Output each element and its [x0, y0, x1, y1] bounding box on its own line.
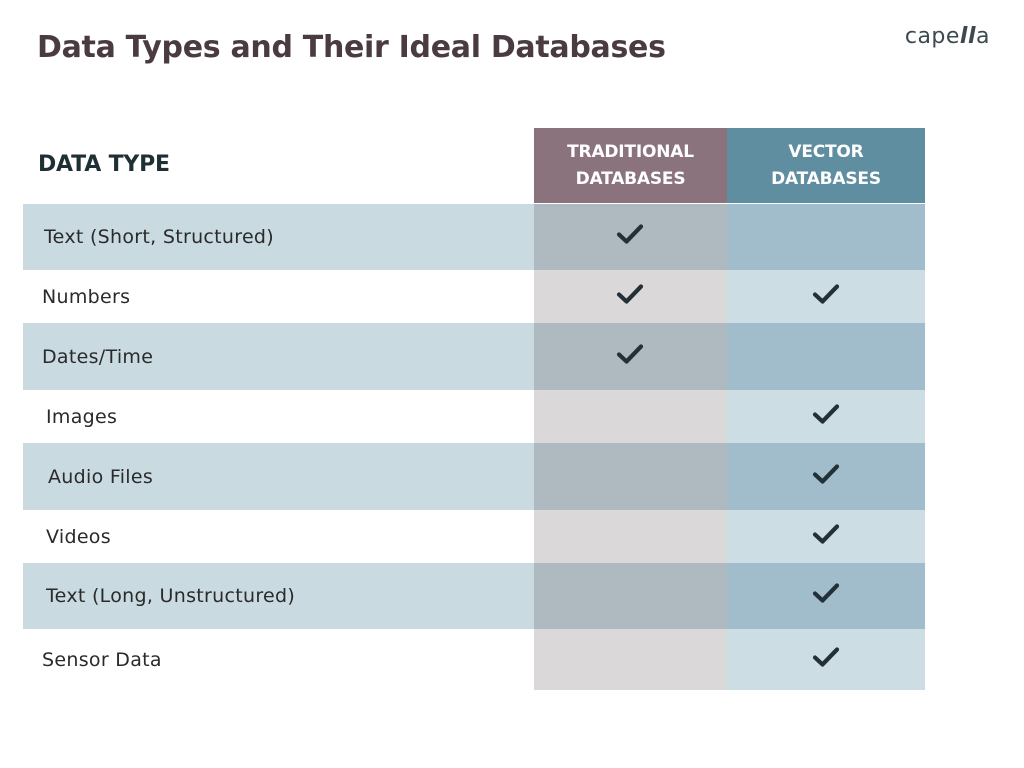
- data-type-label: Text (Long, Unstructured): [46, 585, 296, 607]
- table-row: [0, 323, 1024, 390]
- check-icon: [812, 523, 840, 545]
- check-icon: [812, 283, 840, 305]
- traditional-header-line1: TRADITIONAL: [567, 141, 694, 162]
- table-row: [0, 390, 1024, 443]
- traditional-cell: [534, 510, 727, 563]
- page-title: Data Types and Their Ideal Databases: [37, 30, 666, 65]
- check-icon: [812, 403, 840, 425]
- logo-prefix: cape: [904, 24, 960, 49]
- vector-header-line1: VECTOR: [788, 141, 864, 162]
- data-type-label: Text (Short, Structured): [44, 226, 275, 248]
- traditional-header-line2: DATABASES: [575, 168, 686, 189]
- data-type-label: Audio Files: [48, 465, 154, 488]
- table-row: [0, 629, 1024, 690]
- check-icon: [616, 223, 644, 245]
- data-type-label: Sensor Data: [42, 648, 162, 671]
- table-row: [0, 443, 1024, 510]
- table-row: [0, 563, 1024, 629]
- traditional-databases-header: [534, 128, 727, 203]
- vector-cell: [727, 204, 925, 270]
- vector-header-line2: DATABASES: [771, 168, 881, 189]
- traditional-cell: [534, 563, 727, 629]
- check-icon: [812, 463, 840, 485]
- vector-cell: [727, 323, 925, 390]
- logo-emphasis: ll: [959, 24, 977, 49]
- traditional-cell: [534, 390, 727, 443]
- table-row: [0, 270, 1024, 323]
- check-icon: [812, 646, 840, 668]
- traditional-cell: [534, 443, 727, 510]
- check-icon: [812, 582, 840, 604]
- logo-suffix: a: [976, 24, 990, 49]
- check-icon: [616, 283, 644, 305]
- data-type-label: Numbers: [42, 285, 131, 308]
- vector-databases-header: [727, 128, 925, 203]
- data-type-label: Images: [46, 405, 118, 428]
- data-type-label: Dates/Time: [42, 345, 154, 368]
- data-type-label: Videos: [46, 525, 111, 548]
- traditional-cell: [534, 629, 727, 690]
- check-icon: [616, 343, 644, 365]
- table-row: [0, 510, 1024, 563]
- data-type-header: DATA TYPE: [38, 152, 170, 177]
- table-row: [0, 204, 1024, 270]
